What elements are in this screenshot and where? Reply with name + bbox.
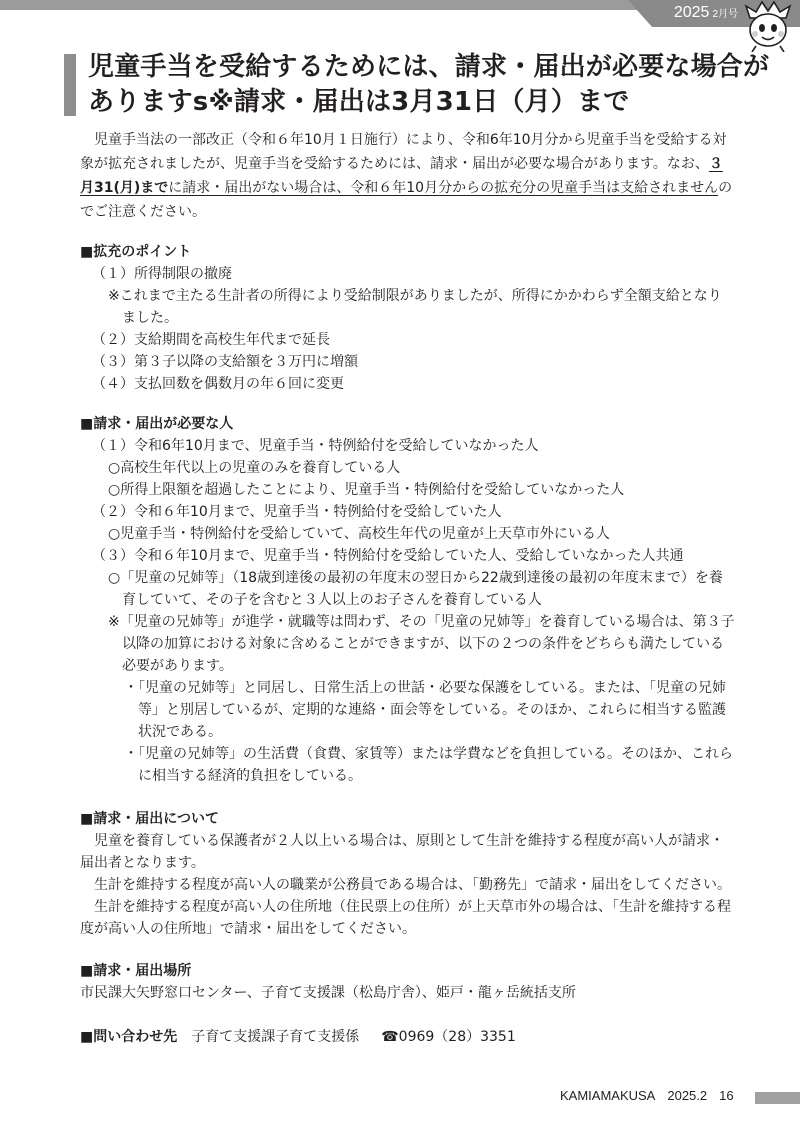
mascot-icon (740, 0, 796, 52)
list-item: ※「児童の兄姉等」が進学・就職等は問わず、その「児童の兄姉等」を養育している場合は、第３子以降の加算における対象に含めることができますが、以下の２つの条件をどちらも満たしている必要があります。 (108, 614, 735, 674)
intro-paragraph (80, 128, 735, 224)
intro-text-2: に請求・届出がない場合は、令和６年10月分からの拡充分の児童手当は支給されません (168, 180, 719, 196)
place-heading: ■請求・届出場所 (80, 963, 192, 979)
list-item: （３）第３子以降の支給額を３万円に増額 (92, 354, 358, 370)
article-body (80, 128, 735, 1048)
list-item: ○所得上限額を超過したことにより、児童手当・特例給付を受給していなかった人 (108, 482, 625, 498)
place-text: 市民課大矢野窓口センター、子育て支援課（松島庁舎）、姫戸・龍ヶ岳統括支所 (80, 985, 576, 1001)
list-item: （１）令和6年10月まで、児童手当・特例給付を受給していなかった人 (92, 438, 539, 454)
contact-line (80, 1026, 735, 1048)
footer-date: 2025.2 (667, 1088, 708, 1103)
intro-deadline: ３月31(月)まで (80, 156, 723, 196)
title-accent-bar (64, 54, 76, 116)
list-item: （１）所得制限の撤廃 (92, 266, 232, 282)
list-item: ・「児童の兄姉等」と同居し、日常生活上の世話・必要な保護をしている。または、「児童の兄姉等」と別居しているが、定期的な連絡・面会等をしている。そのほか、これらに相当する監護状況である。 (124, 680, 726, 740)
contact-heading: ■問い合わせ先 (80, 1029, 178, 1045)
required-heading: ■請求・届出が必要な人 (80, 416, 234, 432)
list-item: ○児童手当・特例給付を受給していて、高校生年代の児童が上天草市外にいる人 (108, 526, 610, 542)
intro-text-3: のでご注意ください。 (80, 180, 733, 220)
list-item: （４）支払回数を偶数月の年６回に変更 (92, 376, 344, 392)
about-paragraph: 生計を維持する程度が高い人の職業が公務員である場合は、「勤務先」で請求・届出をしてください。 (94, 877, 731, 893)
issue-year: 2025 (673, 4, 710, 21)
list-item: ・「児童の兄姉等」の生活費（食費、家賃等）または学費などを負担している。そのほか、これらに相当する経済的負担をしている。 (124, 746, 733, 784)
list-item: ※これまで主たる生計者の所得により受給制限がありましたが、所得にかかわらず全額支給となりました。 (108, 288, 722, 326)
issue-month: 2月号 (712, 9, 738, 20)
list-item: ○高校生年代以上の児童のみを養育している人 (108, 460, 401, 476)
about-paragraph: 児童を養育している保護者が２人以上いる場合は、原則として生計を維持する程度が高い人が請求・届出者となります。 (80, 833, 724, 871)
about-heading: ■請求・届出について (80, 811, 219, 827)
page-title: 児童手当を受給するためには、請求・届出が必要な場合がありますs※請求・届出は3月31日（月）まで (88, 52, 770, 117)
expansion-heading: ■拡充のポイント (80, 244, 192, 260)
list-item: ○「児童の兄姉等」（18歳到達後の最初の年度末の翌日から22歳到達後の最初の年度末まで）を養育していて、その子を含むと３人以上のお子さんを養育している人 (108, 570, 723, 608)
footer-bar (755, 1092, 800, 1104)
about-paragraph: 生計を維持する程度が高い人の住所地（住民票上の住所）が上天草市外の場合は、「生計を維持する程度が高い人の住所地」で請求・届出をしてください。 (80, 899, 731, 937)
list-item: （３）令和６年10月まで、児童手当・特例給付を受給していた人、受給していなかった人共通 (92, 548, 684, 564)
page-footer (560, 1088, 746, 1103)
issue-label (674, 4, 738, 22)
footer-magazine: KAMIAMAKUSA (560, 1088, 656, 1103)
list-item: （２）令和６年10月まで、児童手当・特例給付を受給していた人 (92, 504, 502, 520)
list-item: （２）支給期間を高校生年代まで延長 (92, 332, 330, 348)
contact-tel: ☎0969（28）3351 (381, 1029, 516, 1045)
intro-text-1: 児童手当法の一部改正（令和６年10月１日施行）により、令和6年10月分から児童手当を受給する対象が拡充されましたが、児童手当を受給するためには、請求・届出が必要な場合があります。なお、 (80, 132, 727, 172)
contact-dept: 子育て支援課子育て支援係 (191, 1029, 360, 1045)
footer-page-number: 16 (719, 1088, 734, 1103)
